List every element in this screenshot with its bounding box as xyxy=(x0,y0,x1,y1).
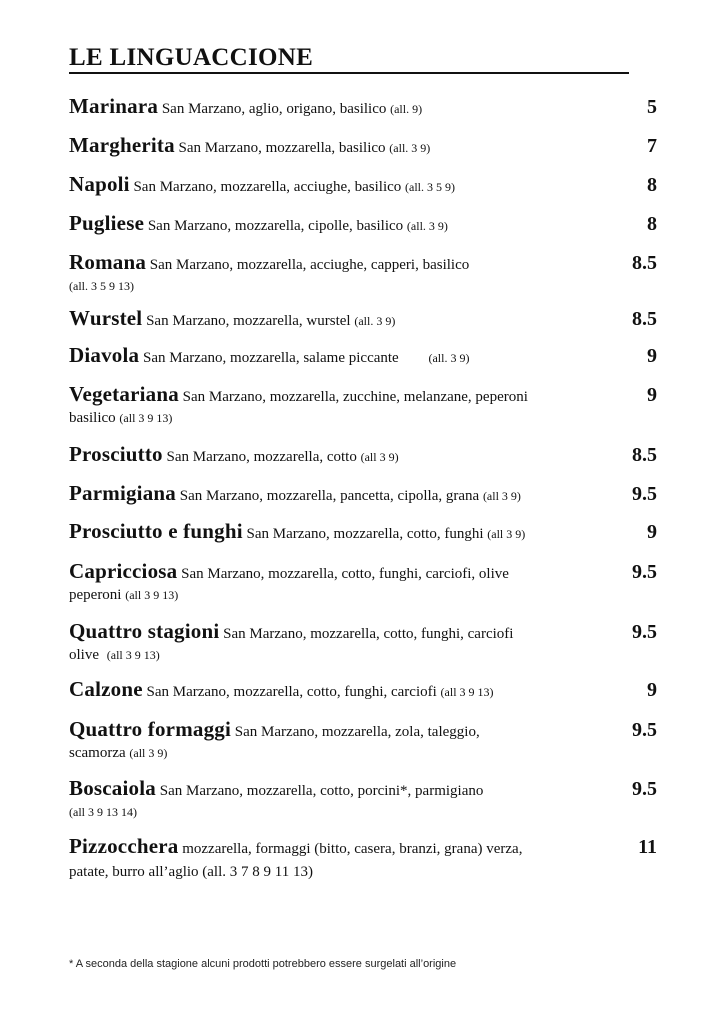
item-allergens: (all 3 9 13 14) xyxy=(69,805,137,819)
item-name: Pizzocchera xyxy=(69,834,179,858)
item-allergens: (all. 9) xyxy=(390,102,423,116)
item-allergens: (all 3 9 13) xyxy=(106,648,160,662)
menu-item xyxy=(69,95,657,120)
item-description: San Marzano, mozzarella, acciughe, capperi, basilico xyxy=(149,257,470,273)
item-name: Parmigiana xyxy=(69,481,176,505)
item-price: 8 xyxy=(647,213,657,235)
item-price: 9.5 xyxy=(632,778,657,800)
item-price: 11 xyxy=(638,836,657,858)
item-allergens: (all. 3 9) xyxy=(406,219,448,233)
item-name: Diavola xyxy=(69,343,140,367)
menu-item xyxy=(69,443,657,468)
item-price: 5 xyxy=(647,96,657,118)
footnote: * A seconda della stagione alcuni prodotti potrebbero essere surgelati all’origine xyxy=(69,958,457,970)
item-name: Prosciutto e funghi xyxy=(69,519,243,543)
item-name: Marinara xyxy=(69,94,159,118)
item-description-cont: patate, burro all’aglio (all. 3 7 8 9 11 13) xyxy=(69,864,313,880)
item-allergens: (all. 3 9) xyxy=(389,141,431,155)
item-name: Quattro formaggi xyxy=(69,717,232,741)
item-description: San Marzano, mozzarella, wurstel xyxy=(146,313,351,329)
item-allergens: (all. 3 5 9 13) xyxy=(69,279,134,293)
item-allergens: (all. 3 9) xyxy=(428,351,470,365)
item-description: mozzarella, formaggi (bitto, casera, branzi, grana) verza, xyxy=(182,841,523,857)
menu-item xyxy=(69,835,657,884)
item-name: Vegetariana xyxy=(69,382,179,406)
item-allergens: (all. 3 5 9) xyxy=(405,180,456,194)
item-allergens: (all 3 9) xyxy=(129,746,168,760)
item-name: Wurstel xyxy=(69,306,143,330)
item-description: San Marzano, mozzarella, zucchine, melanzane, peperoni xyxy=(182,389,528,405)
menu-item xyxy=(69,718,657,763)
menu-item xyxy=(69,777,657,822)
item-description-cont: olive xyxy=(69,647,99,663)
item-allergens: (all 3 9) xyxy=(487,527,526,541)
menu-item xyxy=(69,520,657,545)
item-name: Romana xyxy=(69,250,147,274)
menu-item xyxy=(69,620,657,665)
menu-item xyxy=(69,482,657,507)
menu-title: LE LINGUACCIONE xyxy=(69,44,629,74)
item-description: San Marzano, mozzarella, cotto xyxy=(166,449,357,465)
item-allergens: (all. 3 9) xyxy=(354,314,396,328)
item-description: San Marzano, mozzarella, cotto, funghi, carciofi, olive xyxy=(181,566,509,582)
item-allergens: (all 3 9 13) xyxy=(440,685,494,699)
item-name: Margherita xyxy=(69,133,175,157)
item-price: 9 xyxy=(647,679,657,701)
menu-item xyxy=(69,173,657,198)
menu-item xyxy=(69,212,657,237)
item-description: San Marzano, mozzarella, cipolle, basilico xyxy=(147,218,404,234)
item-price: 8.5 xyxy=(632,444,657,466)
item-allergens: (all 3 9) xyxy=(360,450,399,464)
item-price: 8 xyxy=(647,174,657,196)
item-allergens: (all 3 9 13) xyxy=(125,588,179,602)
item-name: Prosciutto xyxy=(69,442,163,466)
item-price: 8.5 xyxy=(632,308,657,330)
item-name: Calzone xyxy=(69,677,143,701)
item-name: Capricciosa xyxy=(69,559,178,583)
item-allergens: (all 3 9 13) xyxy=(119,411,173,425)
item-description: San Marzano, mozzarella, cotto, funghi xyxy=(246,526,484,542)
item-price: 9.5 xyxy=(632,621,657,643)
menu-item xyxy=(69,251,657,296)
item-price: 9.5 xyxy=(632,483,657,505)
menu-item xyxy=(69,383,657,428)
item-description: San Marzano, mozzarella, salame piccante xyxy=(143,350,399,366)
item-price: 9 xyxy=(647,384,657,406)
item-description-cont: basilico xyxy=(69,410,116,426)
item-price: 9 xyxy=(647,521,657,543)
item-description: San Marzano, mozzarella, cotto, porcini*, parmigiano xyxy=(159,783,484,799)
item-name: Napoli xyxy=(69,172,130,196)
item-description-cont: scamorza xyxy=(69,745,126,761)
item-description-cont: peperoni xyxy=(69,587,122,603)
item-price: 9.5 xyxy=(632,561,657,583)
item-name: Pugliese xyxy=(69,211,145,235)
menu-item xyxy=(69,344,657,369)
item-name: Quattro stagioni xyxy=(69,619,220,643)
item-description: San Marzano, mozzarella, pancetta, cipolla, grana xyxy=(179,488,480,504)
item-description: San Marzano, mozzarella, zola, taleggio, xyxy=(234,724,480,740)
item-price: 7 xyxy=(647,135,657,157)
item-allergens: (all 3 9) xyxy=(482,489,521,503)
item-price: 9.5 xyxy=(632,719,657,741)
menu-item xyxy=(69,307,657,332)
menu-item xyxy=(69,678,657,703)
item-description: San Marzano, mozzarella, cotto, funghi, carciofi xyxy=(223,626,514,642)
item-price: 9 xyxy=(647,345,657,367)
item-price: 8.5 xyxy=(632,252,657,274)
item-description: San Marzano, aglio, origano, basilico xyxy=(161,101,387,117)
item-description: San Marzano, mozzarella, acciughe, basilico xyxy=(133,179,402,195)
menu-item xyxy=(69,134,657,159)
item-description: San Marzano, mozzarella, cotto, funghi, carciofi xyxy=(146,684,437,700)
item-name: Boscaiola xyxy=(69,776,156,800)
menu-item xyxy=(69,560,657,605)
item-description: San Marzano, mozzarella, basilico xyxy=(178,140,386,156)
